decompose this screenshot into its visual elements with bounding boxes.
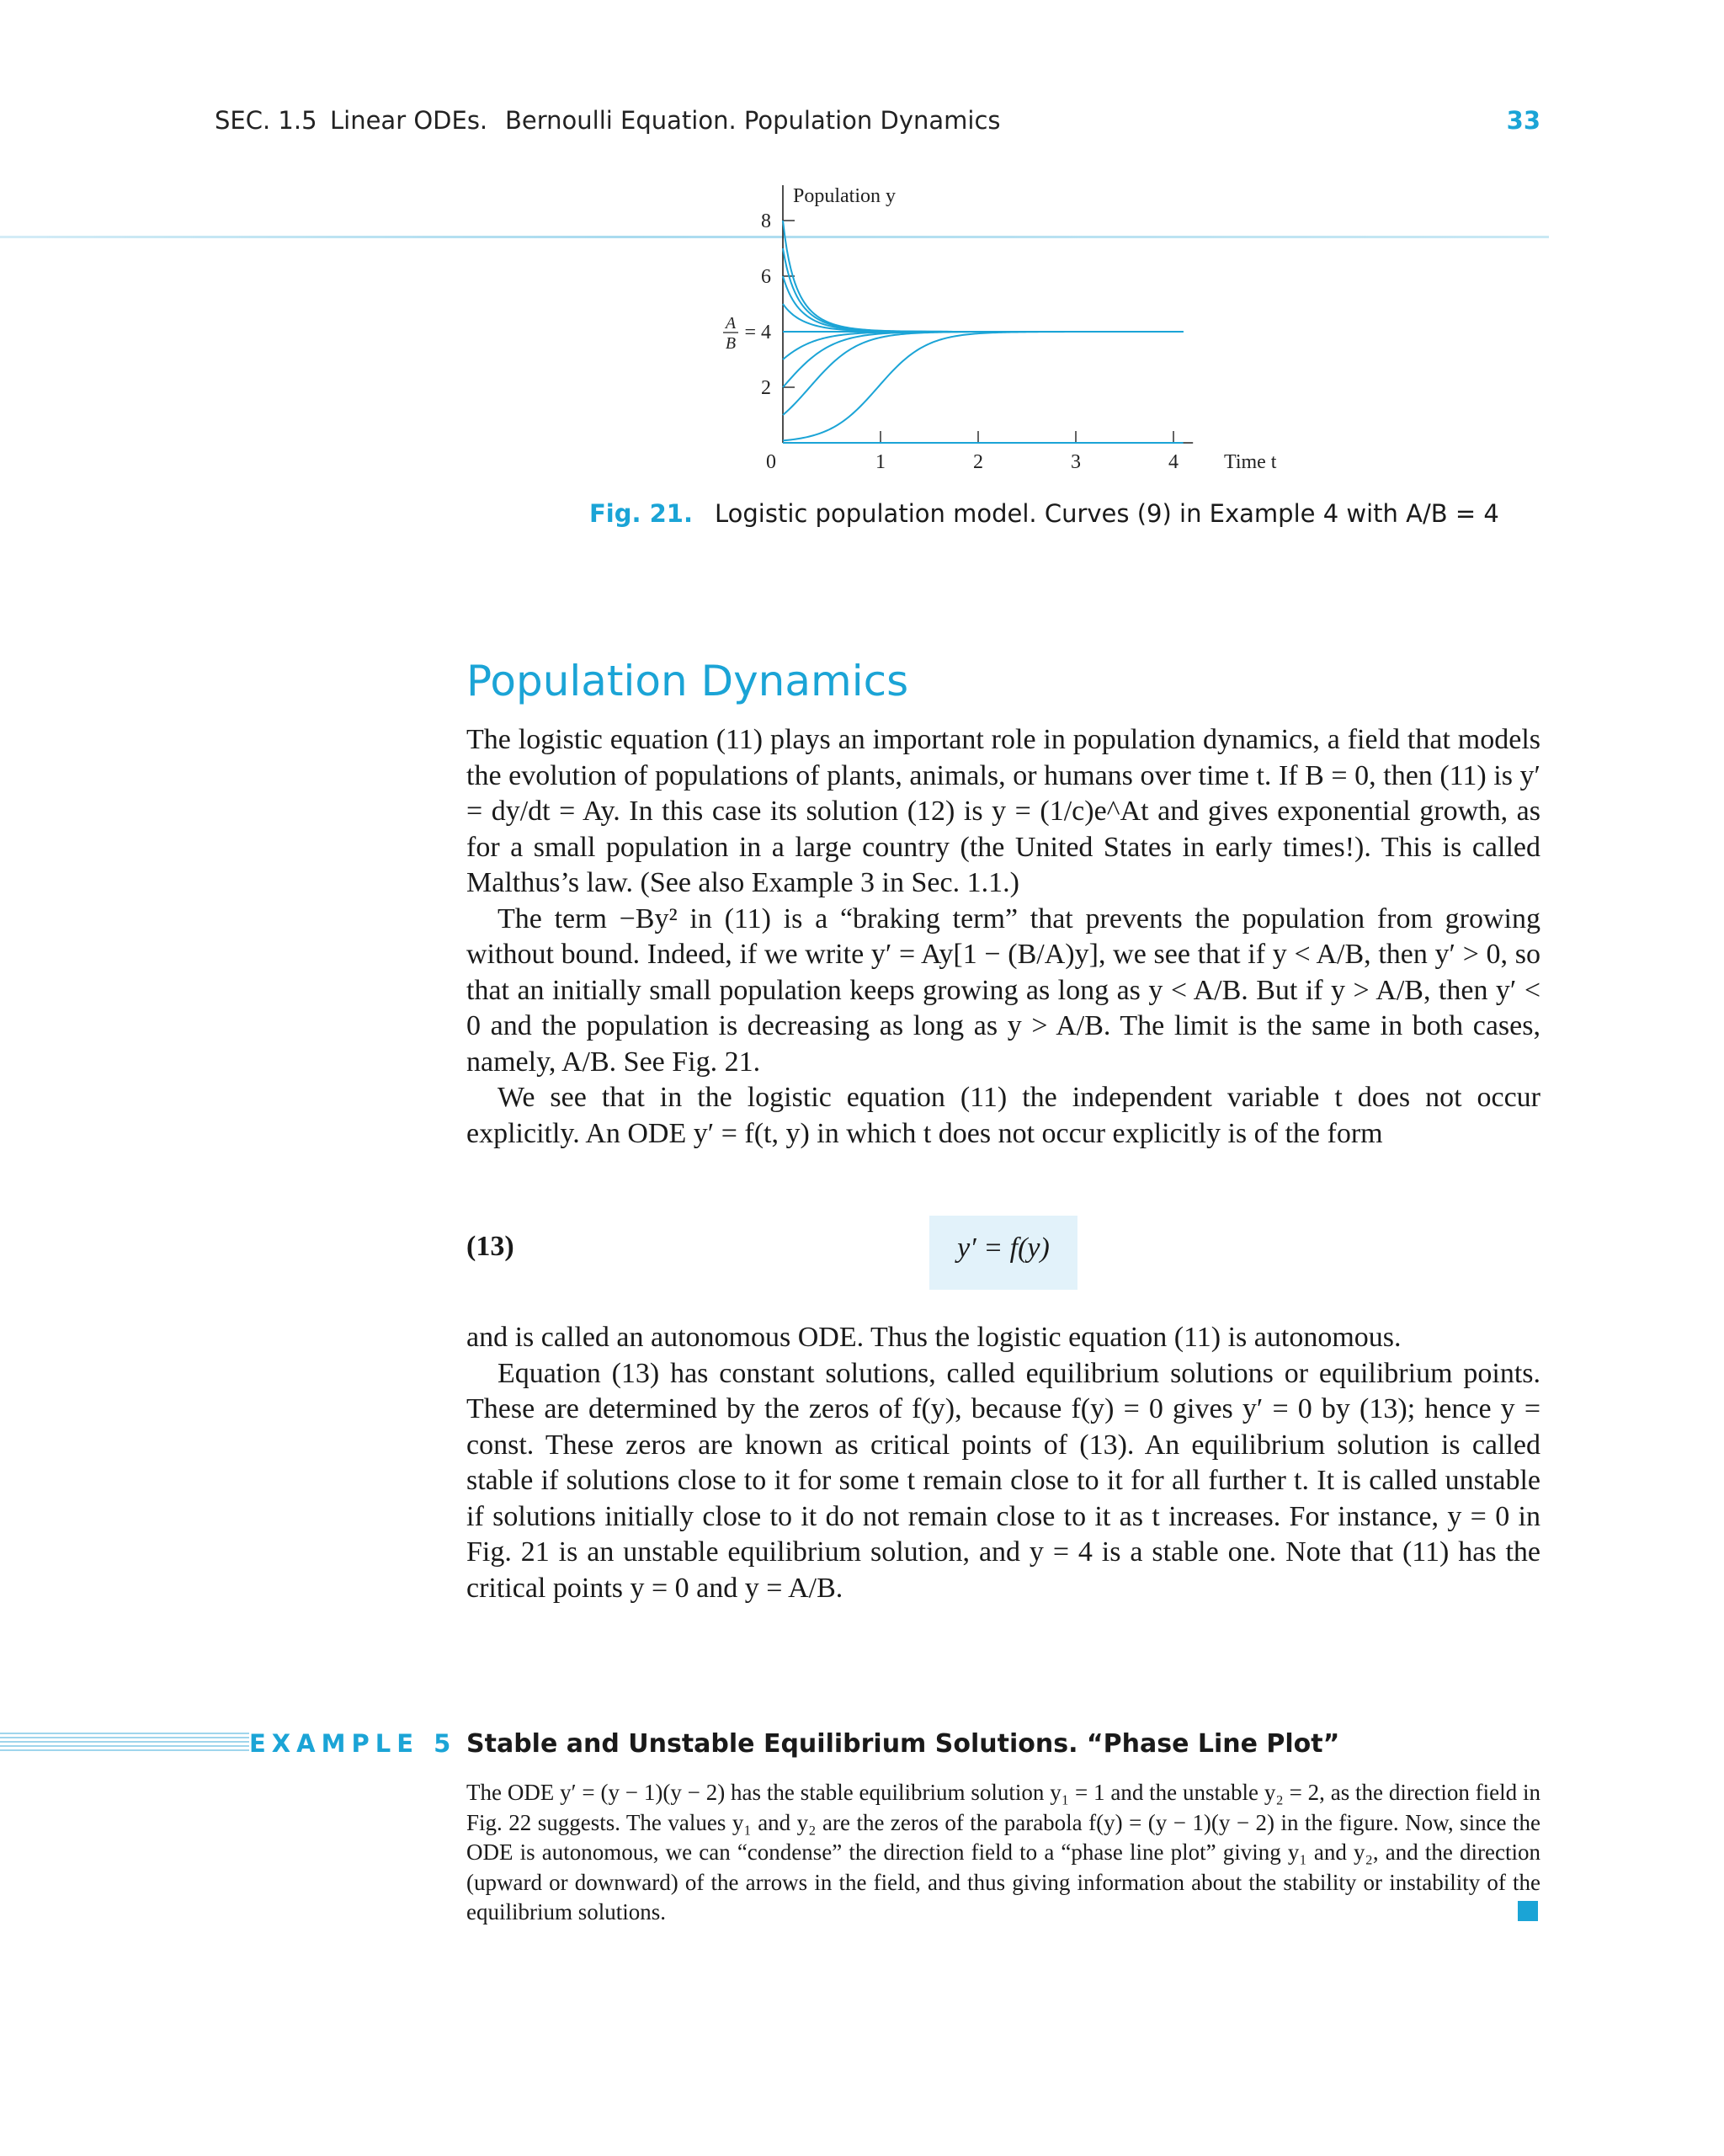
paragraph-2 [466, 902, 1540, 1081]
y-tick-label: 2 [761, 377, 771, 399]
y-axis-label: Population y [793, 185, 897, 207]
example-end-marker [1518, 1901, 1538, 1921]
body-text-lower [466, 1320, 1540, 1606]
page-number: 33 [1506, 106, 1540, 135]
chart-axes [783, 185, 1193, 443]
figure-label: Fig. 21. [589, 499, 693, 528]
figure-caption [589, 499, 1599, 528]
paragraph-1 [466, 722, 1540, 902]
x-tick-label: 1 [875, 451, 886, 473]
chart-labels [723, 185, 1277, 473]
equation-box [929, 1216, 1078, 1290]
x-tick-label: 3 [1071, 451, 1081, 473]
example-label: EXAMPLE 5 [249, 1729, 457, 1758]
figure-caption-text: Logistic population model. Curves (9) in Example 4 with A/B = 4 [715, 499, 1499, 528]
y-tick-label: 8 [761, 210, 771, 232]
ab-denominator: B [725, 334, 737, 353]
curve-y0-2 [783, 276, 1184, 332]
header-chapter-title: Linear ODEs. [330, 106, 488, 135]
curve-y0-1 [783, 248, 1184, 332]
paragraph-5-text: Equation (13) has constant solutions, called equilibrium solutions or equilibrium points. These are determined by the zeros of f(y), because f(y) = 0 gives y′ = 0 by (13); hence y = const. These zeros are known as critical points of (13). An equilibrium solution is called stable if solutions close to it for some t remain close to it for all further t. It is called unstable if solutions initially close to it do not remain close to it as t increases. For instance, y = 0 in Fig. 21 is an unstable equilibrium solution, and y = 4 is a stable one. Note that (11) has the critical points y = 0 and y = A/B. [466, 1357, 1540, 1604]
ab-equals-four: = 4 [744, 322, 771, 343]
paragraph-4-text: and is called an autonomous ODE. Thus the logistic equation (11) is autonomous. [466, 1322, 1402, 1353]
section-title: Population Dynamics [466, 657, 909, 705]
header-section-number: SEC. 1.5 [215, 106, 317, 135]
body-text-upper [466, 722, 1540, 1152]
example-text: The ODE y′ = (y − 1)(y − 2) has the stable equilibrium solution y₁ = 1 and the unstable y₂ = 2, as the direction field in Fig. 22 suggests. The values y₁ and y₂ are the zeros of the parabola f(y) = (y − 1)(y − 2) in the figure. Now, since the ODE is autonomous, we can “condense” the direction field to a “phase line plot” giving y₁ and y₂, and the direction (upward or downward) of the arrows in the field, and thus giving information about the stability or instability of the equilibrium solutions. [466, 1780, 1540, 1924]
logistic-chart [699, 177, 1305, 480]
equation-label: (13) [466, 1231, 514, 1262]
curve-y0-6 [783, 332, 1184, 387]
running-header [0, 99, 1549, 141]
paragraph-3-text: We see that in the logistic equation (11) the independent variable t does not occur explicitly. An ODE y′ = f(t, y) in which t does not occur explicitly is of the form [466, 1082, 1540, 1149]
example-title: Stable and Unstable Equilibrium Solutions. “Phase Line Plot” [466, 1729, 1340, 1759]
paragraph-5 [466, 1356, 1540, 1607]
curve-y0-8 [783, 332, 1184, 440]
header-topic: Bernoulli Equation. Population Dynamics [505, 106, 1001, 135]
x-axis-label: Time t [1224, 451, 1277, 473]
figure-21 [699, 177, 1305, 480]
y-tick-label: 6 [761, 266, 771, 288]
x-tick-label: 4 [1168, 451, 1179, 473]
paragraph-3 [466, 1080, 1540, 1152]
paragraph-4 [466, 1320, 1540, 1356]
paragraph-1-text: The logistic equation (11) plays an important role in population dynamics, a field that models the evolution of populations of plants, animals, or humans over time t. If B = 0, then (11) is y′ = dy/dt = Ay. In this case its solution (12) is y = (1/c)e^At and gives exponential growth, as for a small population in a large country (the United States in early times!). This is called Malthus’s law. (See also Example 3 in Sec. 1.1.) [466, 724, 1540, 898]
curve-y0-7 [783, 332, 1184, 415]
x-tick-label: 2 [973, 451, 983, 473]
chart-curves [783, 221, 1184, 443]
paragraph-2-text: The term −By² in (11) is a “braking term” that prevents the population from growing without bound. Indeed, if we write y′ = Ay[1 − (B/A)y], we see that if y < A/B, then y′ > 0, so that an initially small population keeps growing as long as y < A/B. But if y > A/B, then y′ < 0 and the population is decreasing as long as y > A/B. The limit is the same in both cases, namely, A/B. See Fig. 21. [466, 902, 1540, 1078]
curve-y0-0 [783, 221, 1184, 332]
ab-numerator: A [725, 314, 737, 333]
x-tick-label: 0 [766, 451, 776, 473]
equation-text: y′ = f(y) [957, 1232, 1050, 1264]
